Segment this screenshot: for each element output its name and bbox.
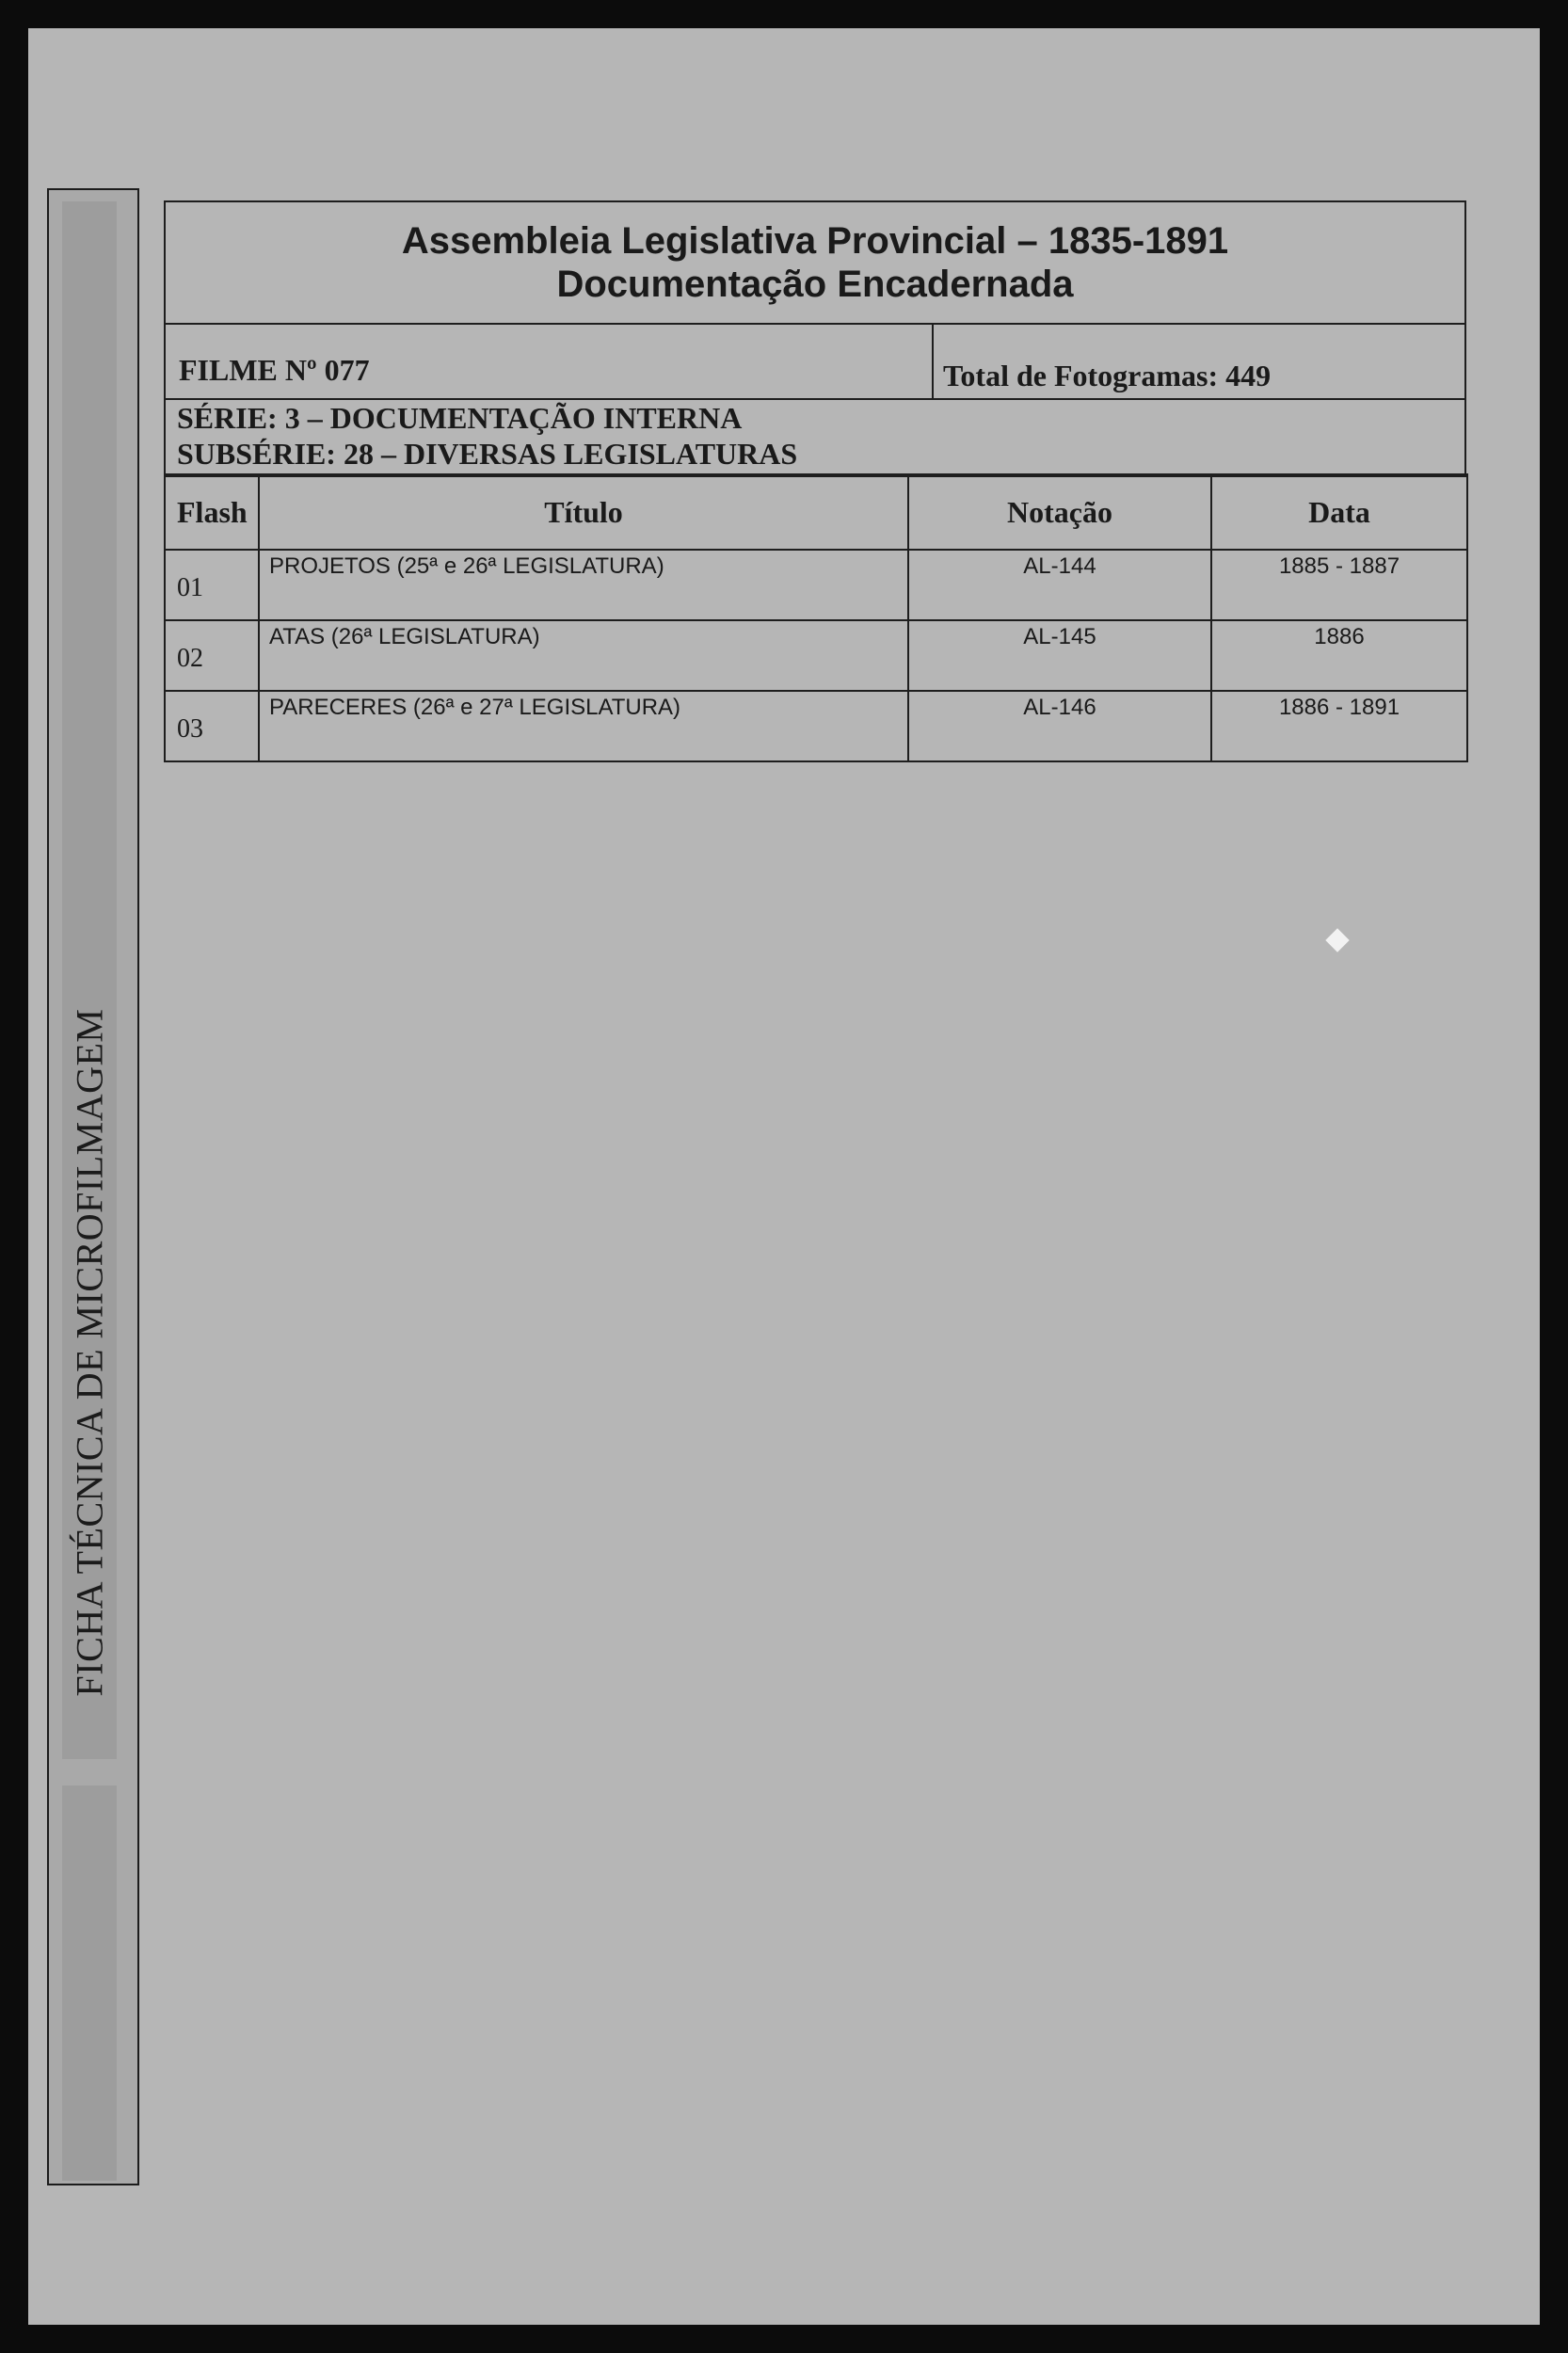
sidebar-label: FICHA TÉCNICA DE MICROFILMAGEM bbox=[68, 1008, 111, 1697]
cell-data: 1886 bbox=[1211, 620, 1467, 691]
header-notacao: Notação bbox=[908, 474, 1211, 550]
cell-flash: 01 bbox=[165, 550, 259, 620]
header-titulo: Título bbox=[259, 474, 908, 550]
title-box bbox=[166, 202, 1464, 325]
cell-titulo: ATAS (26ª LEGISLATURA) bbox=[259, 620, 908, 691]
total-frames: Total de Fotogramas: 449 bbox=[943, 359, 1272, 392]
table-row bbox=[165, 691, 1467, 761]
film-number: FILME Nº 077 bbox=[166, 325, 934, 398]
cell-notacao: AL-144 bbox=[908, 550, 1211, 620]
table-row bbox=[165, 620, 1467, 691]
cell-flash: 02 bbox=[165, 620, 259, 691]
title-line-2: Documentação Encadernada bbox=[556, 264, 1074, 305]
table-header-row bbox=[165, 474, 1467, 550]
series-box bbox=[166, 400, 1464, 475]
cell-data: 1885 - 1887 bbox=[1211, 550, 1467, 620]
header-data: Data bbox=[1211, 474, 1467, 550]
cell-flash: 03 bbox=[165, 691, 259, 761]
serie-line: SÉRIE: 3 – DOCUMENTAÇÃO INTERNA bbox=[177, 401, 743, 435]
cell-titulo: PARECERES (26ª e 27ª LEGISLATURA) bbox=[259, 691, 908, 761]
sidebar-band-bottom bbox=[62, 1785, 117, 2181]
cell-titulo: PROJETOS (25ª e 26ª LEGISLATURA) bbox=[259, 550, 908, 620]
contents-table bbox=[164, 473, 1468, 762]
header-flash: Flash bbox=[165, 474, 259, 550]
sidebar-strip bbox=[47, 188, 139, 2185]
header-card bbox=[164, 200, 1466, 477]
title-line-1: Assembleia Legislativa Provincial – 1835-1891 bbox=[401, 220, 1229, 262]
cell-data: 1886 - 1891 bbox=[1211, 691, 1467, 761]
table-row bbox=[165, 550, 1467, 620]
subserie-line: SUBSÉRIE: 28 – DIVERSAS LEGISLATURAS bbox=[177, 437, 798, 471]
cell-notacao: AL-146 bbox=[908, 691, 1211, 761]
sidebar-band-top bbox=[62, 201, 117, 672]
film-row bbox=[166, 325, 1464, 400]
cell-notacao: AL-145 bbox=[908, 620, 1211, 691]
